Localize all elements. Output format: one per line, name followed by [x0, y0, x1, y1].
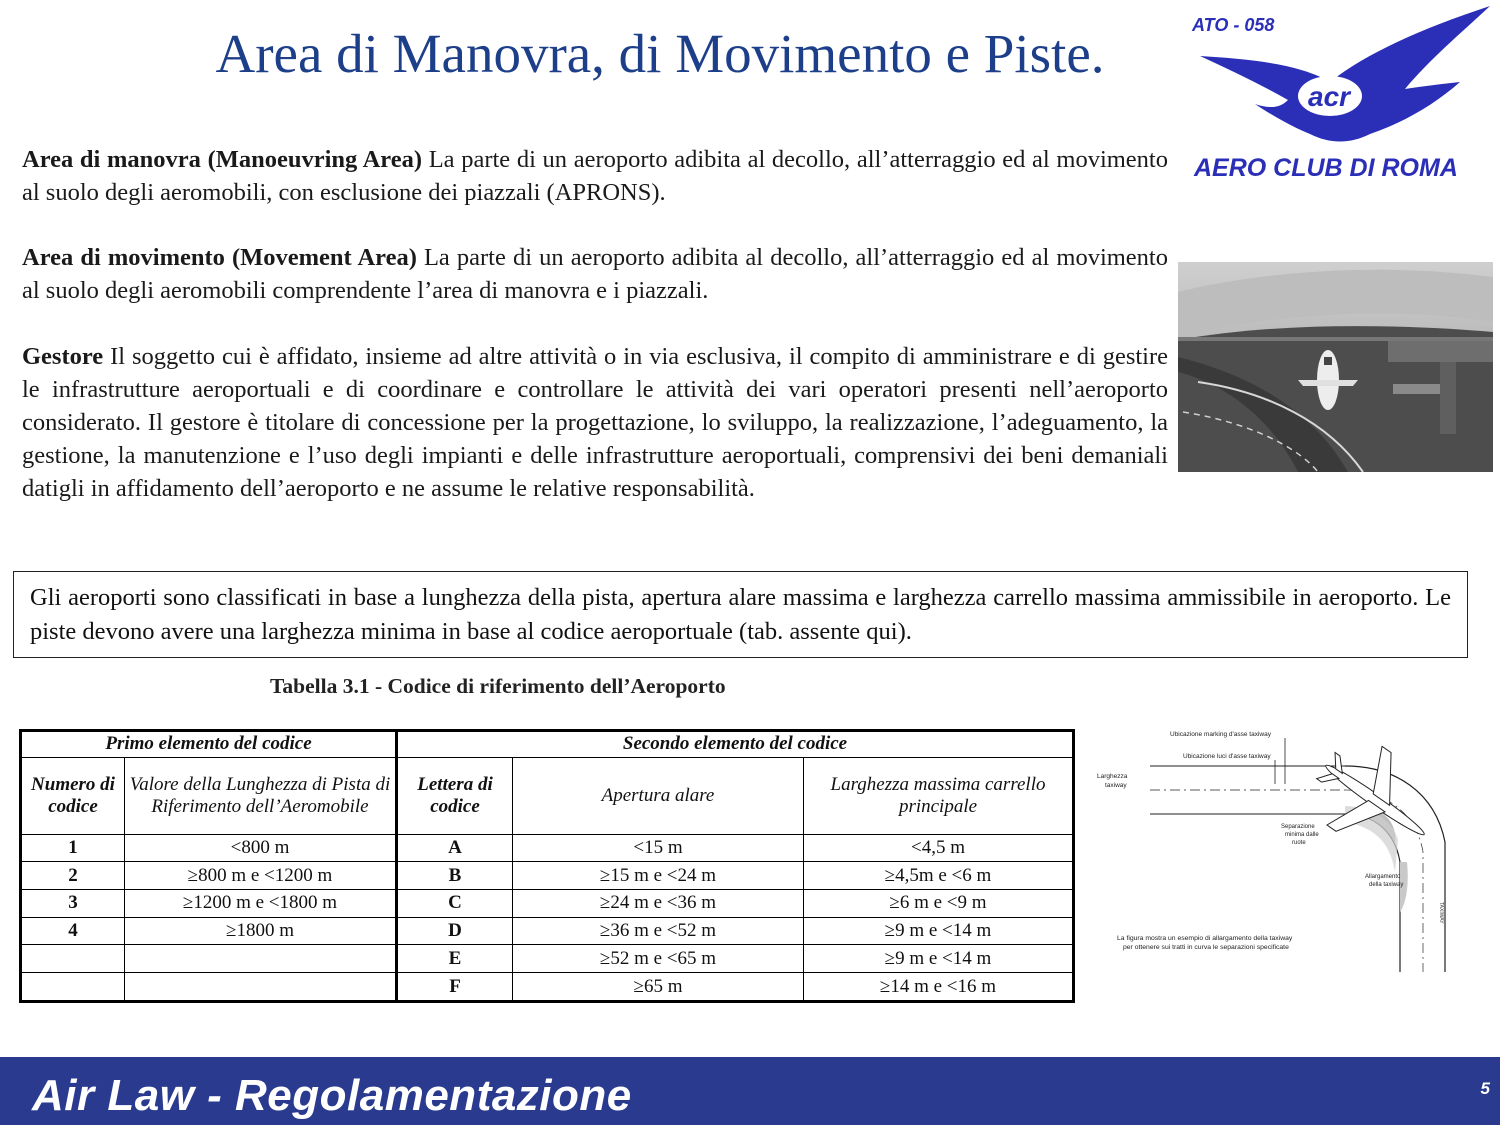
table-cell: 2	[21, 862, 125, 890]
table-cell: ≥1800 m	[125, 917, 397, 945]
aerodrome-reference-code-table	[19, 729, 1075, 1003]
table-cell	[125, 945, 397, 973]
logo-ato-text: ATO - 058	[1192, 15, 1275, 35]
table-cell: ≥6 m e <9 m	[804, 890, 1074, 918]
header-larghezza-carrello: Larghezza massima carrello principale	[804, 757, 1074, 834]
table-cell: E	[397, 945, 513, 973]
table-cell	[125, 973, 397, 1002]
diagram-label-taxiway-axis: TAXIWAY	[1438, 902, 1444, 924]
diagram-caption-line-2: per ottenere sui tratti in curva le separazioni specificate	[1123, 944, 1289, 951]
table-cell: B	[397, 862, 513, 890]
diagram-label-allargamento: Allargamento	[1365, 874, 1401, 880]
table-cell: ≥1200 m e <1800 m	[125, 890, 397, 918]
logo-club-text: AERO CLUB DI ROMA	[1194, 154, 1458, 182]
table-cell: ≥65 m	[513, 973, 804, 1002]
table-cell: 1	[21, 834, 125, 862]
table-cell: 3	[21, 890, 125, 918]
airport-photo	[1178, 262, 1493, 472]
diagram-label-separazione: Separazione	[1281, 824, 1315, 830]
definition-area-movimento: La parte di un aeroporto adibita al decollo, all’atterraggio ed al movimento al suolo degli aeromobili comprendente l’area di manovra e i piazzali.	[22, 244, 1168, 304]
aircraft-icon	[1298, 726, 1451, 873]
page-title: Area di Manovra, di Movimento e Piste.	[215, 23, 1105, 84]
table-cell: ≥52 m e <65 m	[513, 945, 804, 973]
table-cell: C	[397, 890, 513, 918]
header-lunghezza-pista: Valore della Lunghezza di Pista di Riferimento dell’Aeromobile	[125, 757, 397, 834]
table-cell: A	[397, 834, 513, 862]
diagram-label-marking: Ubicazione marking d'asse taxiway	[1170, 731, 1271, 738]
table-cell: ≥36 m e <52 m	[513, 917, 804, 945]
table-cell: ≥9 m e <14 m	[804, 945, 1074, 973]
table-cell: ≥4,5m e <6 m	[804, 862, 1074, 890]
page-number: 5	[1480, 1079, 1490, 1098]
aero-club-logo	[1180, 4, 1498, 194]
logo-emblem-text: acr	[1308, 81, 1351, 112]
term-area-manovra: Area di manovra (Manoeuvring Area)	[22, 146, 423, 173]
table-cell: 4	[21, 917, 125, 945]
classification-note: Gli aeroporti sono classificati in base a lunghezza della pista, apertura alare massima e larghezza carrello massima ammissibile in aeroporto. Le piste devono avere una larghezza minima in base al codice aeroportuale (tab. assente qui).	[13, 571, 1468, 658]
table-row	[21, 917, 1074, 945]
diagram-label-larghezza: Larghezza	[1097, 773, 1128, 780]
footer-bar	[0, 1057, 1500, 1125]
table-cell: <15 m	[513, 834, 804, 862]
header-lettera-codice: Lettera di codice	[397, 757, 513, 834]
paragraph-area-movimento	[22, 241, 1168, 307]
diagram-label-della-taxiway: della taxiway	[1369, 882, 1404, 888]
paragraph-gestore	[22, 340, 1168, 505]
definition-area-manovra: La parte di un aeroporto adibita al decollo, all’atterraggio ed al movimento al suolo degli aeromobili, con esclusione dei piazzali (APRONS).	[22, 146, 1168, 206]
table-row	[21, 973, 1074, 1002]
table-caption: Tabella 3.1 - Codice di riferimento dell’Aeroporto	[270, 674, 726, 698]
table-group-header-2: Secondo elemento del codice	[397, 731, 1074, 758]
table-cell: ≥15 m e <24 m	[513, 862, 804, 890]
diagram-label-luci: Ubicazione luci d'asse taxiway	[1183, 753, 1271, 760]
table-cell	[21, 945, 125, 973]
table-group-header-1: Primo elemento del codice	[21, 731, 397, 758]
table-cell: ≥14 m e <16 m	[804, 973, 1074, 1002]
diagram-caption-line-1: La figura mostra un esempio di allargamento della taxiway	[1117, 935, 1293, 942]
table-cell: D	[397, 917, 513, 945]
diagram-label-minima: minima dalle	[1285, 832, 1319, 838]
table-row	[21, 834, 1074, 862]
table-row	[21, 862, 1074, 890]
table-cell: <800 m	[125, 834, 397, 862]
table-cell: F	[397, 973, 513, 1002]
taxiway-widening-diagram	[1095, 722, 1480, 972]
diagram-label-taxiway-width: taxiway	[1105, 782, 1127, 789]
table-cell: ≥9 m e <14 m	[804, 917, 1074, 945]
diagram-label-ruote: ruote	[1292, 840, 1306, 846]
table-row	[21, 890, 1074, 918]
paragraph-area-manovra	[22, 143, 1168, 209]
table-cell: ≥800 m e <1200 m	[125, 862, 397, 890]
header-apertura-alare: Apertura alare	[513, 757, 804, 834]
table-cell: <4,5 m	[804, 834, 1074, 862]
header-numero-codice: Numero di codice	[21, 757, 125, 834]
table-cell: ≥24 m e <36 m	[513, 890, 804, 918]
table-row	[21, 945, 1074, 973]
definition-gestore: Il soggetto cui è affidato, insieme ad altre attività o in via esclusiva, il compito di amministrare e di gestire le infrastrutture aeroportuali e di coordinare e controllare le attività dei vari operatori presenti nell’aeroporto considerato. Il gestore è titolare di concessione per la progettazione, lo sviluppo, la realizzazione, l’adeguamento, la gestione, la manutenzione e l’uso degli impianti e delle infrastrutture aeroportuali, comprensivi dei beni demaniali datigli in affidamento dell’aeroporto e ne assume le relative responsabilità.	[22, 343, 1168, 502]
term-gestore: Gestore	[22, 343, 104, 370]
term-area-movimento: Area di movimento (Movement Area)	[22, 244, 417, 271]
footer-title: Air Law - Regolamentazione	[32, 1071, 632, 1120]
table-cell	[21, 973, 125, 1002]
